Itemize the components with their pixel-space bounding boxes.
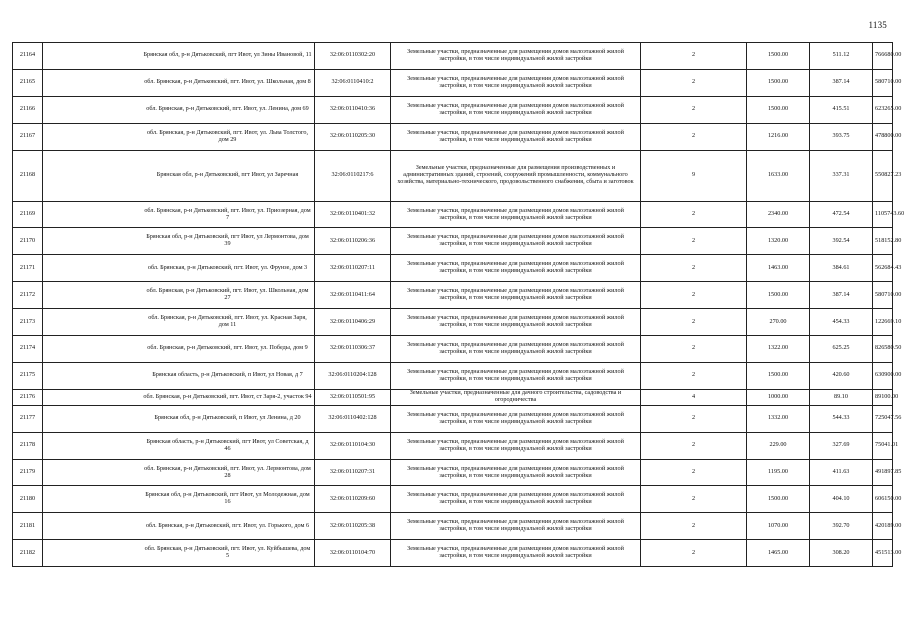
area-cell: 1500.00 [747,362,810,389]
table-row [13,432,893,459]
area-cell: 1320.00 [747,228,810,255]
table-row [13,513,893,540]
address-cell: обл. Брянская, р-н Дятьковский, пгт. Ивот, ул. Куйбышева, дом 5 [43,540,315,567]
cadastral-number-cell: 32:06:0110207:11 [315,255,391,282]
row-number: 21181 [13,513,43,540]
cadastral-value-cell: 826580.50 [873,336,893,363]
address-cell: обл. Брянская, р-н Дятьковский, пгт. Ивот, ул. Приозерная, дом 7 [43,201,315,228]
address-cell: обл. Брянская, р-н Дятьковский, пгт. Ивот, ул. Красная Заря, дом 11 [43,309,315,336]
cadastral-number-cell: 32:06:0110410:2 [315,69,391,96]
area-cell: 1195.00 [747,459,810,486]
use-group-cell: 2 [641,309,747,336]
land-use-cell: Земельные участки, предназначенные для размещения домов малоэтажной жилой застройки, в том числе индивидуальной жилой застройки [391,432,641,459]
specific-value-cell: 392.54 [810,228,873,255]
land-use-cell: Земельные участки, предназначенные для размещения домов малоэтажной жилой застройки, в том числе индивидуальной жилой застройки [391,459,641,486]
table-row [13,43,893,70]
area-cell: 2340.00 [747,201,810,228]
table-row [13,389,893,405]
specific-value-cell: 393.75 [810,123,873,150]
cadastral-number-cell: 32:06:0110205:30 [315,123,391,150]
cadastral-value-cell: 766680.00 [873,43,893,70]
land-use-cell: Земельные участки, предназначенные для размещения домов малоэтажной жилой застройки, в том числе индивидуальной жилой застройки [391,255,641,282]
table-row [13,282,893,309]
use-group-cell: 4 [641,389,747,405]
row-number: 21180 [13,486,43,513]
cadastral-value-cell: 420189.00 [873,513,893,540]
table-row [13,201,893,228]
address-cell: Брянская обл, р-н Дятьковский, п Ивот, ул Ленина, д 20 [43,405,315,432]
use-group-cell: 2 [641,513,747,540]
specific-value-cell: 415.51 [810,96,873,123]
row-number: 21164 [13,43,43,70]
address-cell: обл. Брянская, р-н Дятьковский, пгт. Ивот, ст Заря-2, участок 94 [43,389,315,405]
use-group-cell: 2 [641,540,747,567]
cadastral-value-cell: 478800.00 [873,123,893,150]
cadastral-number-cell: 32:06:0110104:70 [315,540,391,567]
use-group-cell: 2 [641,69,747,96]
specific-value-cell: 411.63 [810,459,873,486]
specific-value-cell: 544.33 [810,405,873,432]
row-number: 21166 [13,96,43,123]
row-number: 21172 [13,282,43,309]
cadastral-number-cell: 32:06:0110501:95 [315,389,391,405]
specific-value-cell: 625.25 [810,336,873,363]
area-cell: 1070.00 [747,513,810,540]
specific-value-cell: 387.14 [810,282,873,309]
table-row [13,336,893,363]
area-cell: 1332.00 [747,405,810,432]
row-number: 21171 [13,255,43,282]
specific-value-cell: 404.10 [810,486,873,513]
row-number: 21178 [13,432,43,459]
table-row [13,150,893,201]
area-cell: 229.00 [747,432,810,459]
land-use-cell: Земельные участки, предназначенные для размещения домов малоэтажной жилой застройки, в том числе индивидуальной жилой застройки [391,540,641,567]
address-cell: Брянская область, р-н Дятьковский, п Ивот, ул Новая, д 7 [43,362,315,389]
specific-value-cell: 327.69 [810,432,873,459]
row-number: 21173 [13,309,43,336]
specific-value-cell: 387.14 [810,69,873,96]
row-number: 21170 [13,228,43,255]
address-cell: Брянская область, р-н Дятьковский, пгт Ивот, ул Советская, д 46 [43,432,315,459]
land-use-cell: Земельные участки, предназначенные для размещения домов малоэтажной жилой застройки, в том числе индивидуальной жилой застройки [391,43,641,70]
specific-value-cell: 472.54 [810,201,873,228]
land-use-cell: Земельные участки, предназначенные для размещения домов малоэтажной жилой застройки, в том числе индивидуальной жилой застройки [391,96,641,123]
land-use-cell: Земельные участки, предназначенные для дачного строительства, садоводства и огородничества [391,389,641,405]
row-number: 21169 [13,201,43,228]
cadastral-value-cell: 122669.10 [873,309,893,336]
cadastral-value-cell: 580710.00 [873,69,893,96]
land-use-cell: Земельные участки, предназначенные для размещения домов малоэтажной жилой застройки, в том числе индивидуальной жилой застройки [391,123,641,150]
use-group-cell: 2 [641,96,747,123]
cadastral-number-cell: 32:06:0110406:29 [315,309,391,336]
specific-value-cell: 454.33 [810,309,873,336]
cadastral-value-cell: 1105743.60 [873,201,893,228]
address-cell: Брянская обл, р-н Дятьковский, пгт Ивот, ул Зины Ивановой, 11 [43,43,315,70]
use-group-cell: 2 [641,282,747,309]
cadastral-number-cell: 32:06:0110205:38 [315,513,391,540]
row-number: 21167 [13,123,43,150]
cadastral-value-cell: 550827.23 [873,150,893,201]
table-row [13,459,893,486]
table-row [13,540,893,567]
land-use-cell: Земельные участки, предназначенные для размещения домов малоэтажной жилой застройки, в том числе индивидуальной жилой застройки [391,201,641,228]
area-cell: 1633.00 [747,150,810,201]
land-use-cell: Земельные участки, предназначенные для размещения домов малоэтажной жилой застройки, в том числе индивидуальной жилой застройки [391,513,641,540]
land-use-cell: Земельные участки, предназначенные для размещения домов малоэтажной жилой застройки, в том числе индивидуальной жилой застройки [391,336,641,363]
use-group-cell: 2 [641,43,747,70]
address-cell: обл. Брянская, р-н Дятьковский, пгт. Ивот, ул. Школьная, дом 27 [43,282,315,309]
cadastral-value-cell: 518152.80 [873,228,893,255]
cadastral-number-cell: 32:06:0110206:36 [315,228,391,255]
table-row [13,228,893,255]
cadastral-number-cell: 32:06:0110411:64 [315,282,391,309]
cadastral-value-cell: 75041.01 [873,432,893,459]
cadastral-value-cell: 89100.00 [873,389,893,405]
address-cell: обл. Брянская, р-н Дятьковский, пгт. Ивот, ул. Фрунзе, дом 3 [43,255,315,282]
use-group-cell: 2 [641,255,747,282]
specific-value-cell: 384.61 [810,255,873,282]
address-cell: обл. Брянская, р-н Дятьковский, пгт. Ивот, ул. Школьная, дом 8 [43,69,315,96]
page-number: 1135 [868,20,887,30]
cadastral-number-cell: 32:06:0110217:6 [315,150,391,201]
address-cell: обл. Брянская, р-н Дятьковский, пгт. Ивот, ул. Лермонтова, дом 28 [43,459,315,486]
address-cell: обл. Брянская, р-н Дятьковский, пгт. Ивот, ул. Горького, дом 6 [43,513,315,540]
row-number: 21182 [13,540,43,567]
area-cell: 1465.00 [747,540,810,567]
row-number: 21175 [13,362,43,389]
address-cell: Брянская обл, р-н Дятьковский, пгт Ивот, ул Лермонтова, дом 39 [43,228,315,255]
cadastral-number-cell: 32:06:0110401:32 [315,201,391,228]
use-group-cell: 2 [641,228,747,255]
cadastral-value-cell: 580710.00 [873,282,893,309]
address-cell: обл. Брянская, р-н Дятьковский, пгт. Ивот, ул. Победы, дом 9 [43,336,315,363]
table-row [13,69,893,96]
table-row [13,309,893,336]
use-group-cell: 2 [641,486,747,513]
cadastral-value-cell: 562684.43 [873,255,893,282]
cadastral-value-cell: 623265.00 [873,96,893,123]
specific-value-cell: 89.10 [810,389,873,405]
specific-value-cell: 337.31 [810,150,873,201]
land-use-cell: Земельные участки, предназначенные для размещения домов малоэтажной жилой застройки, в том числе индивидуальной жилой застройки [391,362,641,389]
cadastral-value-cell: 630900.00 [873,362,893,389]
table-row [13,255,893,282]
land-use-cell: Земельные участки, предназначенные для размещения домов малоэтажной жилой застройки, в том числе индивидуальной жилой застройки [391,282,641,309]
table-row [13,96,893,123]
cadastral-number-cell: 32:06:0110204:128 [315,362,391,389]
cadastral-value-cell: 725047.56 [873,405,893,432]
land-use-cell: Земельные участки, предназначенные для размещения домов малоэтажной жилой застройки, в том числе индивидуальной жилой застройки [391,309,641,336]
row-number: 21176 [13,389,43,405]
table-body [13,43,905,567]
cadastral-value-cell: 451513.00 [873,540,893,567]
specific-value-cell: 308.20 [810,540,873,567]
area-cell: 1216.00 [747,123,810,150]
address-cell: обл. Брянская, р-н Дятьковский, пгт. Ивот, ул. Ленина, дом 69 [43,96,315,123]
land-use-cell: Земельные участки, предназначенные для размещения домов малоэтажной жилой застройки, в том числе индивидуальной жилой застройки [391,228,641,255]
use-group-cell: 2 [641,336,747,363]
address-cell: Брянская обл, р-н Дятьковский, пгт Ивот, ул Молодежная, дом 16 [43,486,315,513]
table-row [13,362,893,389]
cadastral-value-cell: 491897.85 [873,459,893,486]
use-group-cell: 2 [641,123,747,150]
area-cell: 1500.00 [747,69,810,96]
cadastral-number-cell: 32:06:0110402:128 [315,405,391,432]
area-cell: 1322.00 [747,336,810,363]
area-cell: 270.00 [747,309,810,336]
address-cell: Брянская обл, р-н Дятьковский, пгт Ивот, ул Заречная [43,150,315,201]
area-cell: 1500.00 [747,43,810,70]
specific-value-cell: 392.70 [810,513,873,540]
specific-value-cell: 511.12 [810,43,873,70]
area-cell: 1463.00 [747,255,810,282]
land-use-cell: Земельные участки, предназначенные для размещения производственных и административных зданий, строений, сооружений промышленности, коммунального хозяйства, материально-технического, продовольственного снабжения, сбыта и заготовок [391,150,641,201]
land-use-cell: Земельные участки, предназначенные для размещения домов малоэтажной жилой застройки, в том числе индивидуальной жилой застройки [391,69,641,96]
row-number: 21165 [13,69,43,96]
area-cell: 1500.00 [747,282,810,309]
row-number: 21168 [13,150,43,201]
use-group-cell: 2 [641,459,747,486]
table-row [13,123,893,150]
table-row [13,486,893,513]
cadastral-number-cell: 32:06:0110302:20 [315,43,391,70]
row-number: 21177 [13,405,43,432]
area-cell: 1500.00 [747,486,810,513]
table-row [13,405,893,432]
cadastral-number-cell: 32:06:0110410:36 [315,96,391,123]
row-number: 21179 [13,459,43,486]
row-number: 21174 [13,336,43,363]
cadastral-value-cell: 606150.00 [873,486,893,513]
cadastral-number-cell: 32:06:0110306:37 [315,336,391,363]
use-group-cell: 2 [641,405,747,432]
cadastral-number-cell: 32:06:0110207:31 [315,459,391,486]
area-cell: 1500.00 [747,96,810,123]
specific-value-cell: 420.60 [810,362,873,389]
use-group-cell: 2 [641,432,747,459]
cadastral-number-cell: 32:06:0110209:60 [315,486,391,513]
area-cell: 1000.00 [747,389,810,405]
land-use-cell: Земельные участки, предназначенные для размещения домов малоэтажной жилой застройки, в том числе индивидуальной жилой застройки [391,486,641,513]
cadastral-value-table [12,42,905,567]
use-group-cell: 9 [641,150,747,201]
address-cell: обл. Брянская, р-н Дятьковский, пгт. Ивот, ул. Льва Толстого, дом 29 [43,123,315,150]
cadastral-number-cell: 32:06:0110104:30 [315,432,391,459]
use-group-cell: 2 [641,362,747,389]
land-use-cell: Земельные участки, предназначенные для размещения домов малоэтажной жилой застройки, в том числе индивидуальной жилой застройки [391,405,641,432]
use-group-cell: 2 [641,201,747,228]
